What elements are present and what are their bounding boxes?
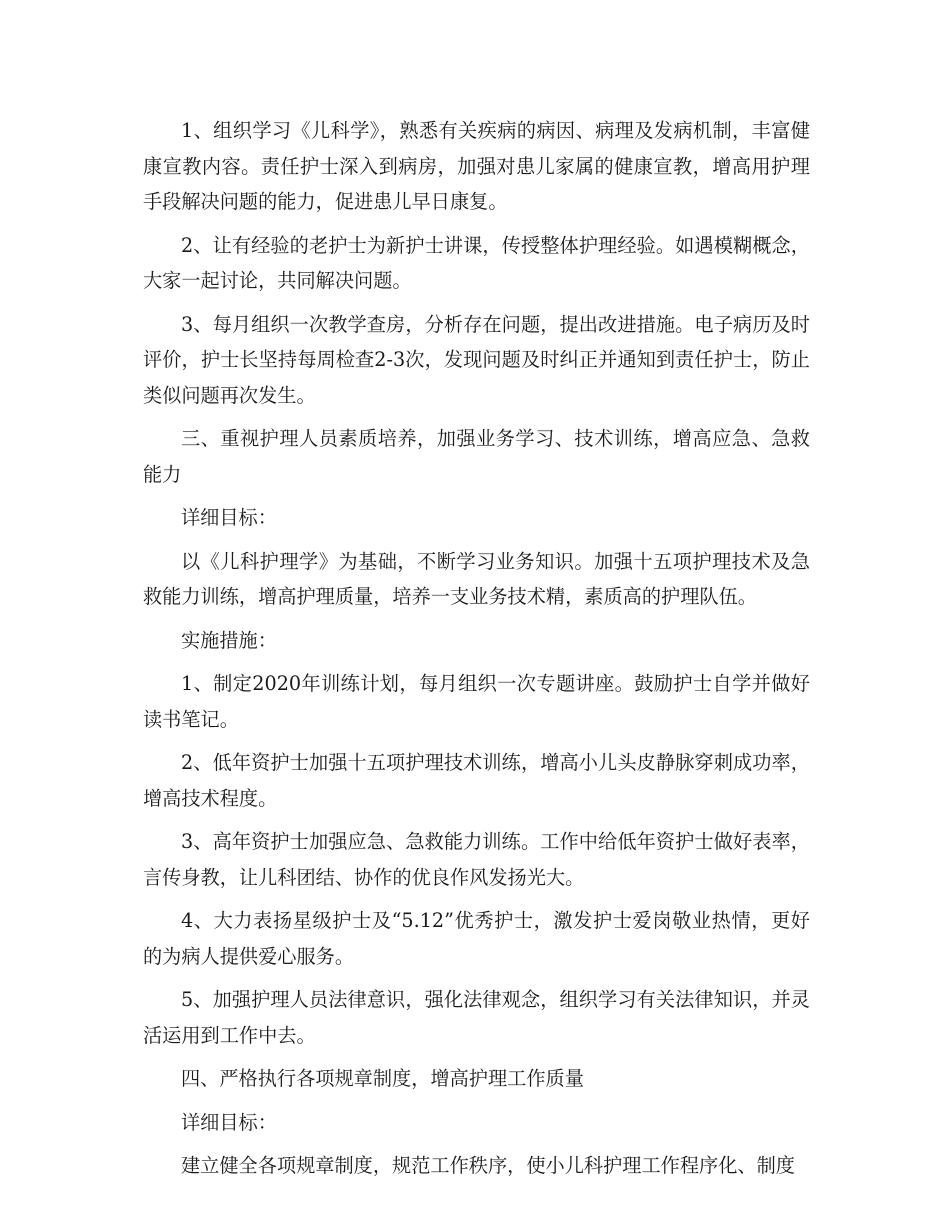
measure-1: 1、制定2020年训练计划，每月组织一次专题讲座。鼓励护士自学并做好读书笔记。 bbox=[143, 672, 810, 731]
paragraph-goal-2: 建立健全各项规章制度，规范工作秩序，使小儿科护理工作程序化、制度 bbox=[181, 1154, 795, 1177]
subheading-goal: 详细目标： bbox=[181, 506, 277, 529]
measure-4: 4、大力表扬星级护士及“5.12”优秀护士，激发护士爱岗敬业热情，更好的为病人提供爱心服务。 bbox=[143, 909, 810, 968]
paragraph-2: 2、让有经验的老护士为新护士讲课，传授整体护理经验。如遇模糊概念，大家一起讨论，共同解决问题。 bbox=[143, 233, 810, 292]
paragraph-1: 1、组织学习《儿科学》，熟悉有关疾病的病因、病理及发病机制，丰富健康宣教内容。责任护士深入到病房，加强对患儿家属的健康宣教，增高用护理手段解决问题的能力，促进患儿早日康复。 bbox=[143, 119, 810, 213]
section-heading-3: 三、重视护理人员素质培养，加强业务学习、技术训练，增高应急、急救能力 bbox=[143, 427, 810, 486]
measure-2: 2、低年资护士加强十五项护理技术训练，增高小儿头皮静脉穿刺成功率，增高技术程度。 bbox=[143, 751, 810, 810]
paragraph-3: 3、每月组织一次教学查房，分析存在问题，提出改进措施。电子病历及时评价，护士长坚持每周检查2-3次，发现问题及时纠正并通知到责任护士，防止类似问题再次发生。 bbox=[143, 312, 810, 407]
subheading-measures: 实施措施： bbox=[181, 628, 277, 652]
section-heading-4: 四、严格执行各项规章制度，增高护理工作质量 bbox=[181, 1067, 584, 1090]
paragraph-goal: 以《儿科护理学》为基础，不断学习业务知识。加强十五项护理技术及急救能力训练，增高护理质量，培养一支业务技术精，素质高的护理队伍。 bbox=[143, 549, 810, 608]
measure-3: 3、高年资护士加强应急、急救能力训练。工作中给低年资护士做好表率，言传身教，让儿科团结、协作的优良作风发扬光大。 bbox=[143, 830, 810, 889]
subheading-goal-2: 详细目标： bbox=[181, 1110, 277, 1134]
measure-5: 5、加强护理人员法律意识，强化法律观念，组织学习有关法律知识，并灵活运用到工作中去。 bbox=[143, 988, 810, 1047]
